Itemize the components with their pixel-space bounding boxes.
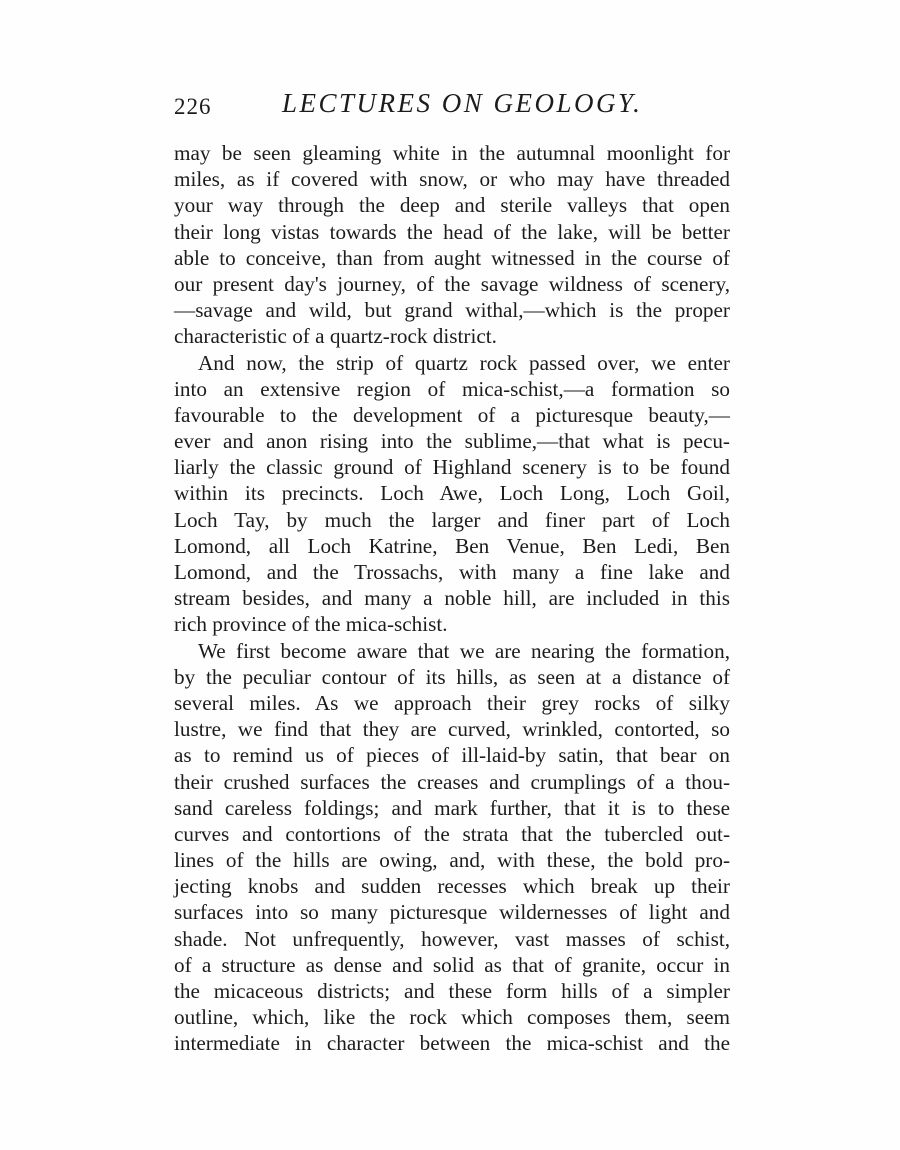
text-line: their crushed surfaces the creases and crumplings of a thou- — [174, 769, 730, 794]
text-line: ever and anon rising into the sublime,—that what is pecu- — [174, 429, 730, 454]
text-line: rich province of the mica-schist. — [174, 612, 448, 637]
text-line: within its precincts. Loch Awe, Loch Long, Loch Goil, — [174, 481, 730, 506]
running-title: LECTURES ON GEOLOGY. — [282, 88, 643, 118]
text-line: lines of the hills are owing, and, with these, the bold pro- — [174, 848, 730, 873]
text-line: our present day's journey, of the savage wildness of scenery, — [174, 271, 730, 296]
text-line: Lomond, and the Trossachs, with many a fine lake and — [174, 560, 730, 584]
text-line: stream besides, and many a noble hill, are included in this — [174, 586, 730, 611]
text-line: miles, as if covered with snow, or who may have threaded — [174, 167, 730, 192]
text-line: into an extensive region of mica-schist,—a formation so — [174, 376, 730, 401]
page-number: 226 — [174, 94, 212, 119]
body-text — [174, 140, 730, 1057]
text-line: intermediate in character between the mica-schist and the — [174, 1031, 730, 1056]
running-head — [174, 88, 734, 128]
text-line: surfaces into so many picturesque wildernesses of light and — [174, 900, 730, 925]
text-line: curves and contortions of the strata that the tubercled out- — [174, 821, 730, 846]
text-line: Loch Tay, by much the larger and finer part of Loch — [174, 507, 730, 532]
text-line: their long vistas towards the head of the lake, will be better — [174, 219, 730, 244]
text-line: of a structure as dense and solid as that of granite, occur in — [174, 952, 730, 977]
text-line: jecting knobs and sudden recesses which break up their — [174, 874, 730, 899]
paragraph-first-line: And now, the strip of quartz rock passed over, we enter — [198, 350, 730, 375]
text-line: Lomond, all Loch Katrine, Ben Venue, Ben Ledi, Ben — [174, 533, 730, 558]
text-line: the micaceous districts; and these form hills of a simpler — [174, 979, 730, 1003]
text-line: —savage and wild, but grand withal,—which is the proper — [174, 298, 730, 323]
text-line: lustre, we find that they are curved, wrinkled, contorted, so — [174, 717, 730, 742]
paragraph-first-line: We first become aware that we are nearing the formation, — [198, 638, 730, 663]
text-line: sand careless foldings; and mark further, that it is to these — [174, 795, 730, 820]
text-line: liarly the classic ground of Highland scenery is to be found — [174, 455, 730, 480]
text-line: characteristic of a quartz-rock district. — [174, 324, 497, 349]
text-line: shade. Not unfrequently, however, vast masses of schist, — [174, 926, 730, 951]
text-line: favourable to the development of a picturesque beauty,— — [174, 402, 730, 427]
text-line: able to conceive, than from aught witnessed in the course of — [174, 245, 730, 270]
text-line: may be seen gleaming white in the autumnal moonlight for — [174, 141, 730, 165]
text-line: outline, which, like the rock which composes them, seem — [174, 1005, 730, 1030]
text-line: your way through the deep and sterile valleys that open — [174, 193, 730, 218]
text-line: by the peculiar contour of its hills, as seen at a distance of — [174, 664, 730, 689]
text-line: several miles. As we approach their grey rocks of silky — [174, 690, 730, 715]
text-line: as to remind us of pieces of ill-laid-by satin, that bear on — [174, 743, 730, 768]
